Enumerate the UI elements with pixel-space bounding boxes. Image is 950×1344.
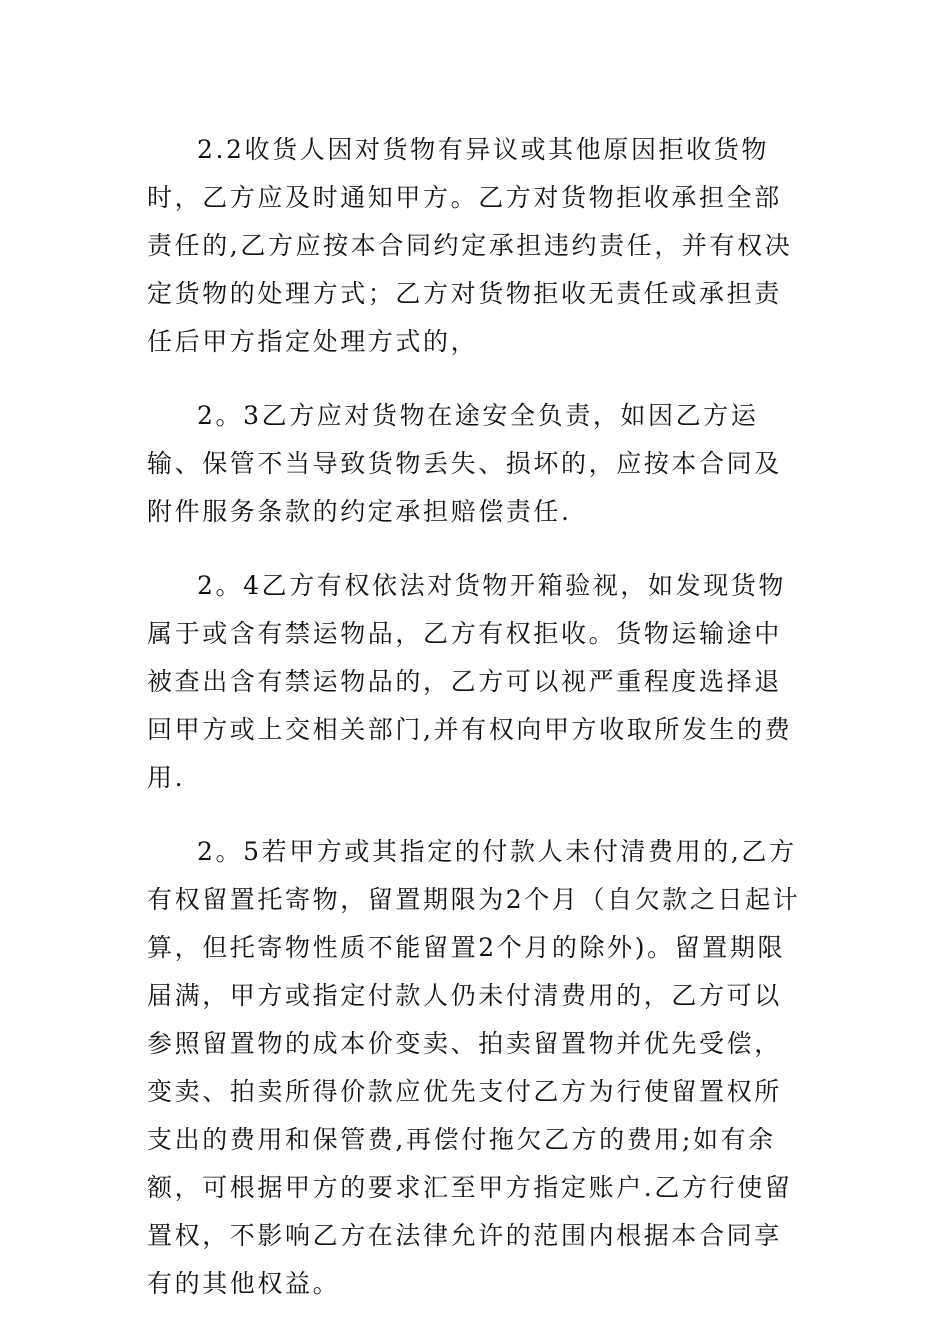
paragraph-2-3: 2。3乙方应对货物在途安全负责，如因乙方运输、保管不当导致货物丢失、损坏的，应按本合同及附件服务条款的约定承担赔偿责任. [147,401,782,526]
paragraph-2-5: 2。5若甲方或其指定的付款人未付清费用的,乙方有权留置托寄物，留置期限为2个月（自欠款之日起计算，但托寄物性质不能留置2个月的除外)。留置期限届满，甲方或指定付款人仍未付清费用的，乙方可以参照留置物的成本价变卖、拍卖留置物并优先受偿，变卖、拍卖所得价款应优先支付乙方为行使留置权所支出的费用和保管费,再偿付拖欠乙方的费用;如有余额，可根据甲方的要求汇至甲方指定账户.乙方行使留置权，不影响乙方在法律允许的范围内根据本合同享有的其他权益。 [147,837,801,1298]
paragraph-2-2: 2.2收货人因对货物有异议或其他原因拒收货物时，乙方应及时通知甲方。乙方对货物拒收承担全部责任的,乙方应按本合同约定承担违约责任，并有权决定货物的处理方式；乙方对货物拒收无责任或承担责任后甲方指定处理方式的， [147,135,793,356]
document-body [147,126,807,1334]
paragraph-2-4: 2。4乙方有权依法对货物开箱验视，如发现货物属于或含有禁运物品，乙方有权拒收。货物运输途中被查出含有禁运物品的，乙方可以视严重程度选择退回甲方或上交相关部门,并有权向甲方收取所发生的费用. [147,571,793,792]
